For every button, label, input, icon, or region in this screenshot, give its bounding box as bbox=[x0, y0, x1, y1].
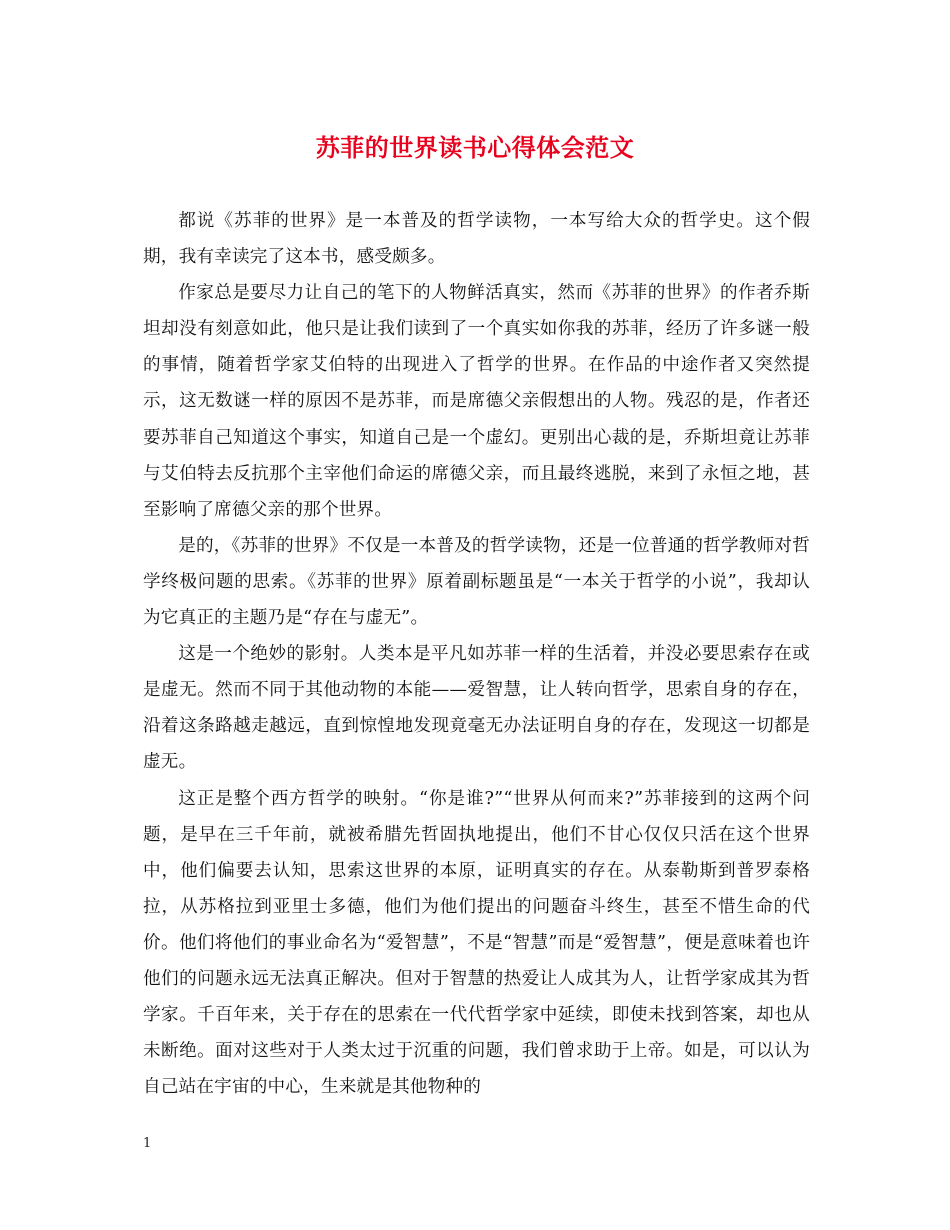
page-number: 1 bbox=[143, 1136, 152, 1151]
document-body bbox=[143, 203, 810, 1105]
paragraph: 都说《苏菲的世界》是一本普及的哲学读物，一本写给大众的哲学史。这个假期，我有幸读完了这本书，感受颇多。 bbox=[143, 211, 810, 268]
paragraph: 作家总是要尽力让自己的笔下的人物鲜活真实，然而《苏菲的世界》的作者乔斯坦却没有刻意如此，他只是让我们读到了一个真实如你我的苏菲，经历了许多谜一般的事情，随着哲学家艾伯特的出现进入了哲学的世界。在作品的中途作者又突然提示，这无数谜一样的原因不是苏菲，而是席德父亲假想出的人物。残忍的是，作者还要苏菲自己知道这个事实，知道自己是一个虚幻。更别出心裁的是，乔斯坦竟让苏菲与艾伯特去反抗那个主宰他们命运的席德父亲，而且最终逃脱，来到了永恒之地，甚至影响了席德父亲的那个世界。 bbox=[143, 283, 810, 520]
paragraph: 这是一个绝妙的影射。人类本是平凡如苏菲一样的生活着，并没必要思索存在或是虚无。然而不同于其他动物的本能——爱智慧，让人转向哲学，思索自身的存在，沿着这条路越走越远，直到惊惶地发现竟毫无办法证明自身的存在，发现这一切都是虚无。 bbox=[143, 644, 810, 773]
paragraph: 是的，《苏菲的世界》不仅是一本普及的哲学读物，还是一位普通的哲学教师对哲学终极问题的思索。《苏菲的世界》原着副标题虽是“一本关于哲学的小说”，我却认为它真正的主题乃是“存在与虚无”。 bbox=[143, 535, 810, 629]
document-title: 苏菲的世界读书心得体会范文 bbox=[315, 133, 635, 162]
paragraph: 这正是整个西方哲学的映射。“你是谁?”“世界从何而来?”苏菲接到的这两个问题，是早在三千年前，就被希腊先哲固执地提出，他们不甘心仅仅只活在这个世界中，他们偏要去认知，思索这世界的本原，证明真实的存在。从泰勒斯到普罗泰格拉，从苏格拉到亚里士多德，他们为他们提出的问题奋斗终生，甚至不惜生命的代价。他们将他们的事业命名为“爱智慧”，不是“智慧”而是“爱智慧”，便是意味着也许他们的问题永远无法真正解决。但对于智慧的热爱让人成其为人，让哲学家成其为哲学家。千百年来，关于存在的思索在一代代哲学家中延续，即使未找到答案，却也从未断绝。面对这些对于人类太过于沉重的问题，我们曾求助于上帝。如是，可以认为自己站在宇宙的中心，生来就是其他物种的 bbox=[143, 788, 810, 1098]
